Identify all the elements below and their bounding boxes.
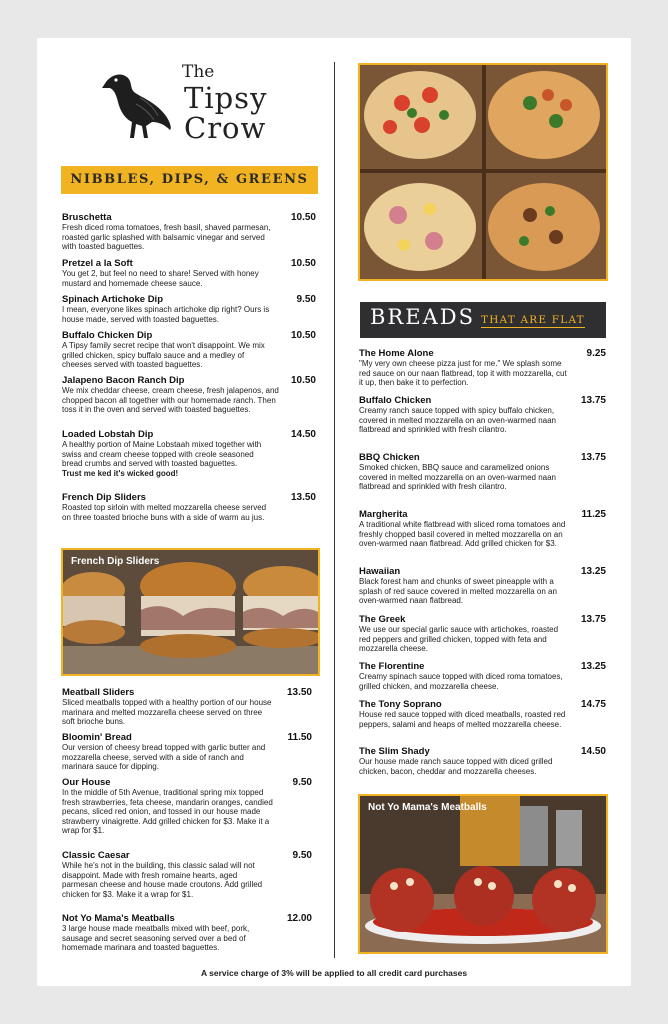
menu-item: French Dip Sliders Roasted top sirloin with melted mozzarella cheese served on three toasted brioche buns with a side of warm au jus. (62, 492, 267, 522)
menu-item-price: 13.25 (580, 661, 606, 672)
photo-caption: French Dip Sliders (71, 556, 160, 567)
menu-item: Jalapeno Bacon Ranch Dip We mix cheddar cheese, cream cheese, fresh jalapenos, and chopped bacon all together with our homemade ranch. Then toss it in the oven and served with toasted baguettes. (62, 375, 279, 414)
menu-item: Not Yo Mama's Meatballs 3 large house made meatballs mixed with beef, pork, sausage and secret seasoning served over a bed of homemade marinara and toasted baguettes. (62, 913, 250, 952)
photo-meatballs (358, 794, 608, 954)
photo-french-dip-sliders (61, 548, 320, 676)
column-divider (334, 62, 335, 958)
menu-item-price: 10.50 (290, 258, 316, 269)
brand-logo (100, 64, 280, 148)
menu-item: Buffalo Chicken Dip A Tipsy family secret recipe that won't disappoint. We mix grilled chicken, spicy buffalo sauce and a medley of cheeses served with toasted baguettes. (62, 330, 265, 369)
breads-title: BREADS (370, 305, 475, 329)
menu-item: The Slim Shady Our house made ranch sauce topped with diced grilled chicken, bacon, cheddar and mozzarella cheeses. (359, 746, 553, 776)
menu-item: Bloomin' Bread Our version of cheesy bread topped with garlic butter and mozzarella cheese, served with a side of ranch and marinara sauce for dipping. (62, 732, 266, 771)
service-charge-note: A service charge of 3% will be applied to all credit card purchases (200, 968, 468, 978)
sliders-image (63, 550, 318, 674)
menu-item-price: 14.50 (580, 746, 606, 757)
menu-item-price: 9.50 (292, 850, 312, 861)
menu-item: The Greek We use our special garlic sauce with artichokes, roasted red peppers and grilled chicken, topped with feta and mozzarella cheese. (359, 614, 559, 653)
menu-item-price: 11.50 (287, 732, 312, 743)
menu-item: The Florentine Creamy spinach sauce topped with diced roma tomatoes, grilled chicken, and mozzarella cheese. (359, 661, 563, 691)
menu-item: Hawaiian Black forest ham and chunks of sweet pineapple with a splash of red sauce covered in melted mozzarella on an oven-warmed naan flatbread. (359, 566, 557, 605)
logo-tipsy: Tipsy (184, 81, 268, 115)
menu-item-price: 12.00 (286, 913, 312, 924)
menu-item: Meatball Sliders Sliced meatballs topped with a healthy portion of our house marinara and melted mozzarella cheese served on three soft brioche buns. (62, 687, 272, 726)
menu-item-price: 9.50 (296, 294, 316, 305)
logo-the: The (182, 62, 215, 82)
photo-flatbreads (358, 63, 608, 281)
menu-item-price: 9.50 (292, 777, 312, 788)
menu-item-price: 14.75 (580, 699, 606, 710)
menu-item-price: 14.50 (290, 429, 316, 440)
menu-item: Loaded Lobstah Dip A healthy portion of Maine Lobstaah mixed together with swiss and cream cheese topped with creole seasoned bread crumbs and served with toasted baguettes. Trust me ked it's wicked good! (62, 429, 262, 478)
menu-item: The Tony Soprano House red sauce topped with diced meatballs, roasted red peppers, salami and heaps of melted mozzarella cheese. (359, 699, 566, 729)
menu-item: Our House In the middle of 5th Avenue, traditional spring mix topped fresh strawberries, feta cheese, mandarin oranges, candied pecans, sliced red onion, and tossed in our house made strawberry vinaigrette. Add grilled chicken for $3. Make it a wrap for $1. (62, 777, 273, 835)
menu-item: The Home Alone "My very own cheese pizza just for me." We splash some red sauce on our naan flatbread, top it with mozzarella, cut it up, then bake it to perfection. (359, 348, 567, 387)
menu-item-price: 13.50 (290, 492, 316, 503)
menu-item-price: 11.25 (581, 509, 606, 520)
section-title-nibbles: NIBBLES, DIPS, & GREENS (61, 166, 318, 194)
menu-item-price: 13.75 (580, 395, 606, 406)
crow-icon (100, 68, 174, 140)
section-title-breads (360, 302, 606, 338)
photo-caption: Not Yo Mama's Meatballs (368, 802, 487, 813)
menu-item-price: 10.50 (290, 375, 316, 386)
menu-item: BBQ Chicken Smoked chicken, BBQ sauce and caramelized onions covered in melted mozzarella on an oven-warmed naan flatbread and sprinkled with fresh cilantro. (359, 452, 556, 491)
menu-item: Margherita A traditional white flatbread with sliced roma tomatoes and freshly chopped basil covered in melted mozzarella on an oven-warmed naan flatbread. Add grilled chicken for $3. (359, 509, 566, 548)
meatballs-image (360, 796, 606, 952)
menu-item: Bruschetta Fresh diced roma tomatoes, fresh basil, shaved parmesan, roasted garlic splashed with balsamic vinegar and served with toasted baguettes. (62, 212, 271, 251)
logo-crow: Crow (184, 111, 267, 145)
menu-item-price: 13.75 (580, 452, 606, 463)
menu-item: Buffalo Chicken Creamy ranch sauce topped with spicy buffalo chicken, covered in melted mozzarella on an oven-warmed naan flatbread and sprinkled with fresh cilantro. (359, 395, 556, 434)
menu-item: Spinach Artichoke Dip I mean, everyone likes spinach artichoke dip right? Ours is house made, served with toasted baguettes. (62, 294, 270, 324)
breads-subtitle: THAT ARE FLAT (481, 314, 585, 326)
menu-item-price: 10.50 (290, 212, 316, 223)
flatbreads-image (360, 65, 606, 279)
menu-item-price: 13.50 (286, 687, 312, 698)
menu-item: Classic Caesar While he's not in the building, this classic salad will not disappoint. Made with fresh romaine hearts, aged parmesan cheese and house made croutons. Add grilled chicken for $3. Make it a wrap for $1. (62, 850, 263, 899)
menu-item-price: 13.75 (580, 614, 606, 625)
menu-item-price: 10.50 (290, 330, 316, 341)
menu-item-price: 13.25 (580, 566, 606, 577)
menu-item-price: 9.25 (586, 348, 606, 359)
menu-item: Pretzel a la Soft You get 2, but feel no need to share! Served with honey mustard and homemade cheese sauce. (62, 258, 259, 288)
